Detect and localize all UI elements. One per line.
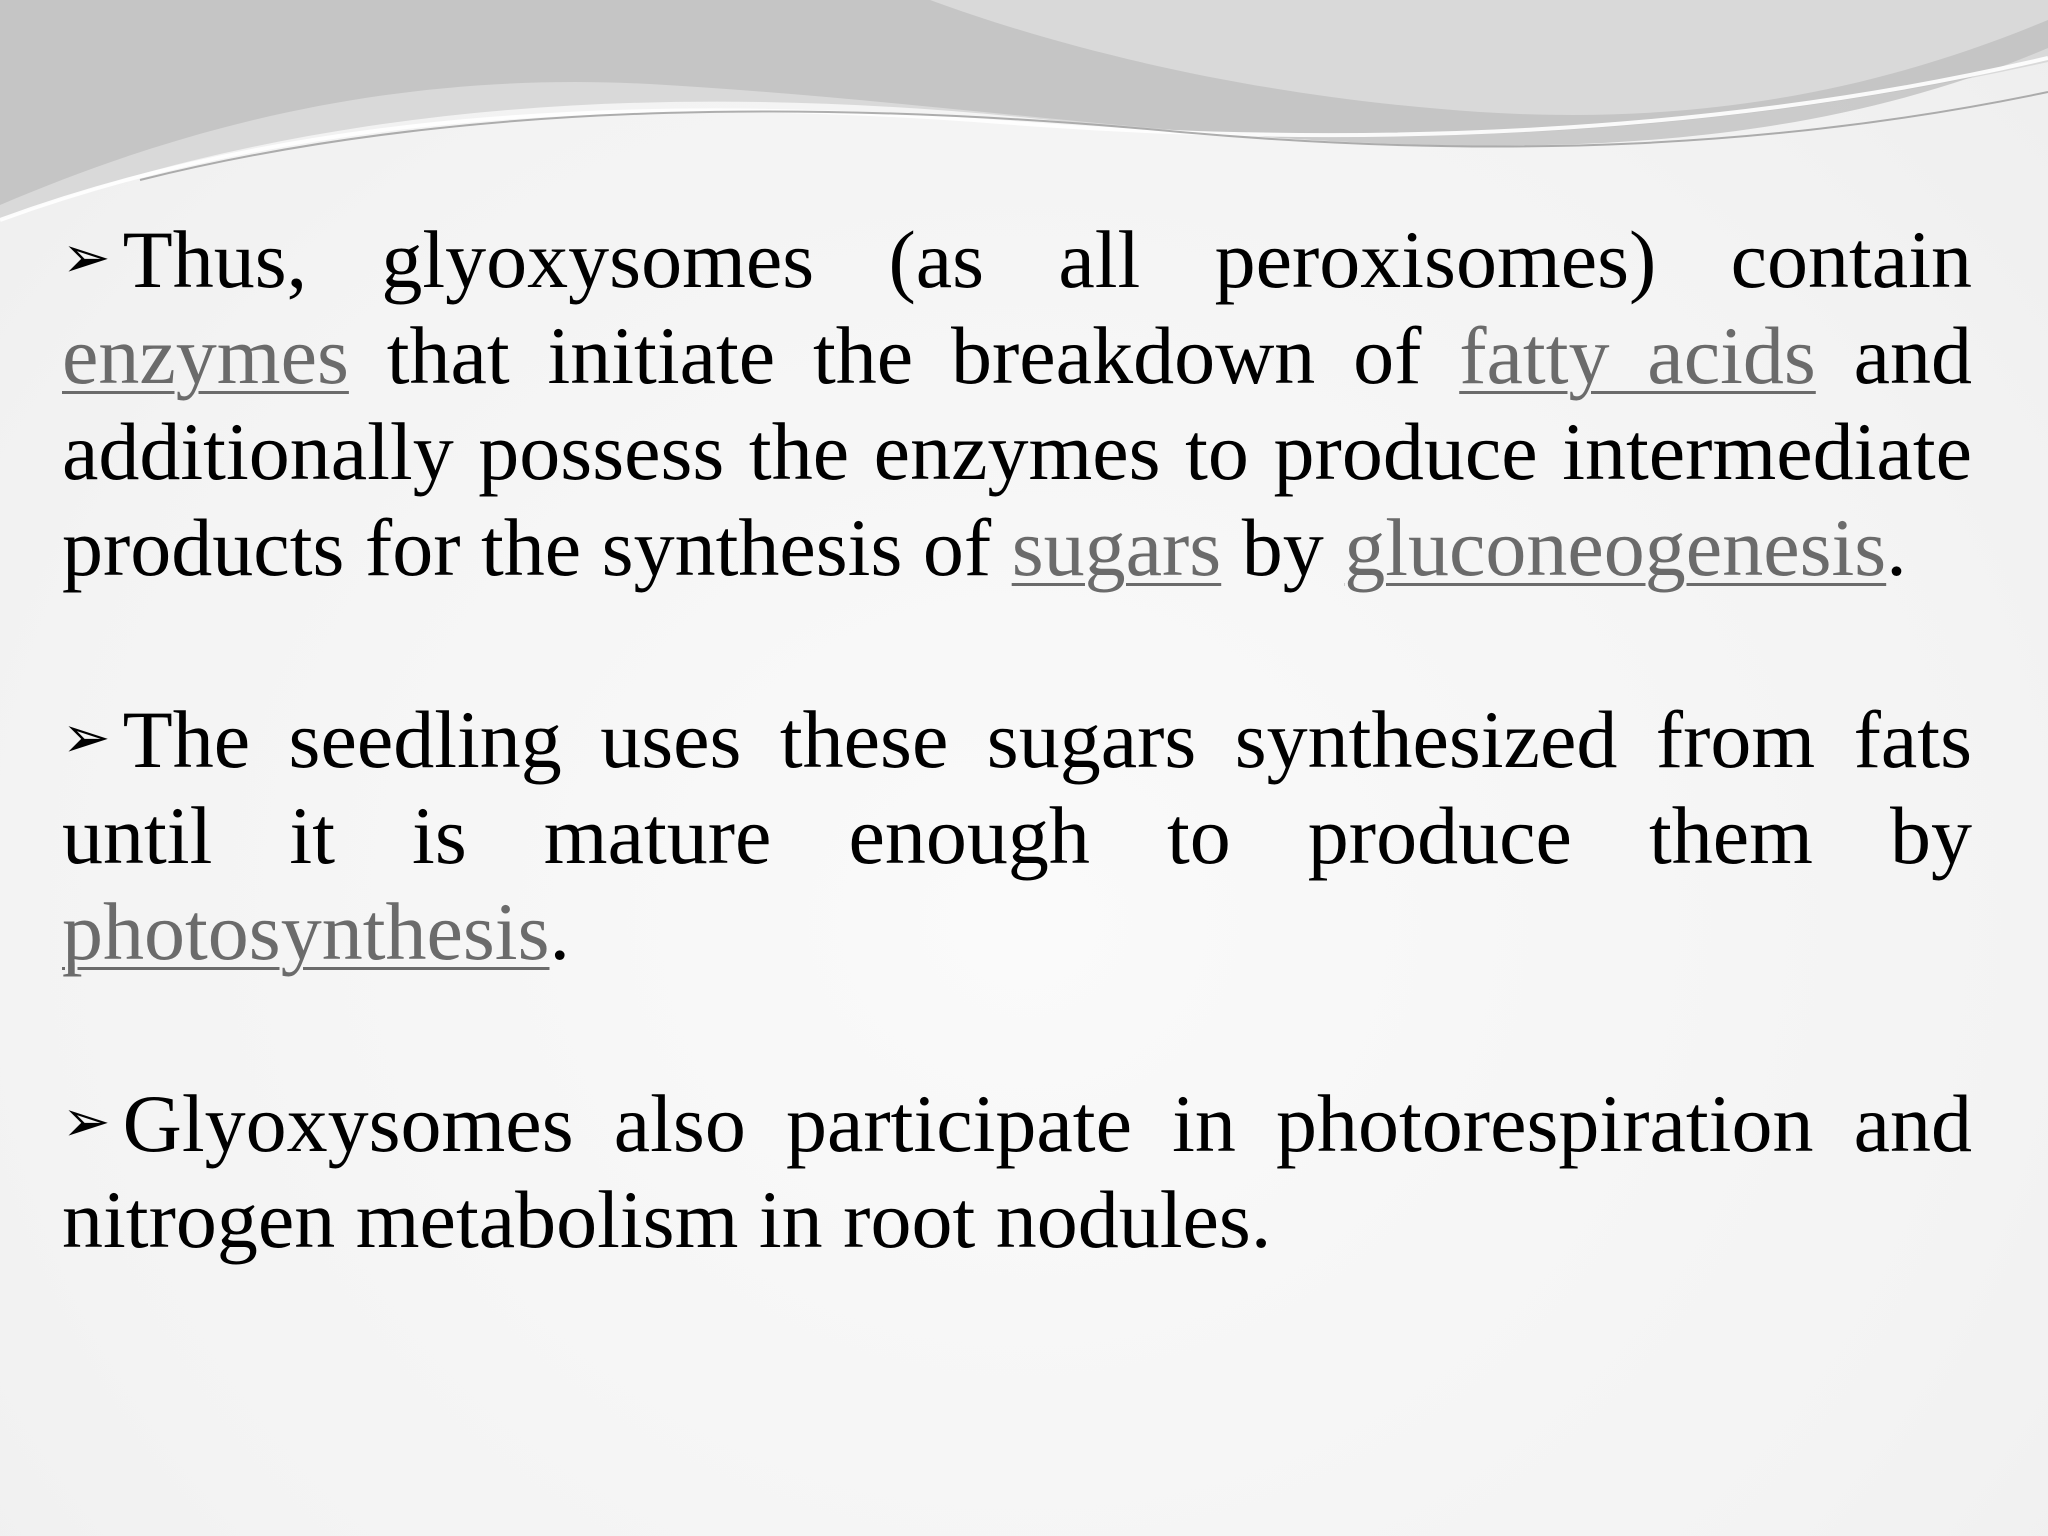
- gluconeogenesis-link[interactable]: gluconeogenesis: [1344, 502, 1887, 593]
- bullet-1-text: by: [1221, 502, 1345, 593]
- bullet-2-text: The seedling uses these sugars synthesized from fats until it is mature enough to produce them by: [62, 694, 1972, 881]
- fatty-acids-link[interactable]: fatty acids: [1459, 310, 1816, 401]
- header-swoosh-decoration: [0, 0, 2048, 240]
- bullet-paragraph-2: [62, 692, 1972, 980]
- bullet-1-text: Thus, glyoxysomes (as all peroxisomes) contain: [122, 214, 1972, 305]
- enzymes-link[interactable]: enzymes: [62, 310, 349, 401]
- slide-content: [62, 212, 1972, 1268]
- sugars-link[interactable]: sugars: [1011, 502, 1222, 593]
- arrowhead-bullet-icon: ➢: [62, 1087, 111, 1155]
- photosynthesis-link[interactable]: photosynthesis: [62, 886, 550, 977]
- bullet-2-text: .: [549, 886, 570, 977]
- arrowhead-bullet-icon: ➢: [62, 223, 111, 291]
- bullet-3-text: Glyoxysomes also participate in photorespiration and nitrogen metabolism in root nodules.: [62, 1078, 1972, 1265]
- bullet-paragraph-1: [62, 212, 1972, 596]
- arrowhead-bullet-icon: ➢: [62, 703, 111, 771]
- bullet-1-text: .: [1886, 502, 1907, 593]
- bullet-1-text: that initiate the breakdown of: [348, 310, 1460, 401]
- bullet-1-text: and additionally possess the enzymes to produce intermediate products for the synthesis of: [62, 310, 1972, 593]
- bullet-paragraph-3: [62, 1076, 1972, 1268]
